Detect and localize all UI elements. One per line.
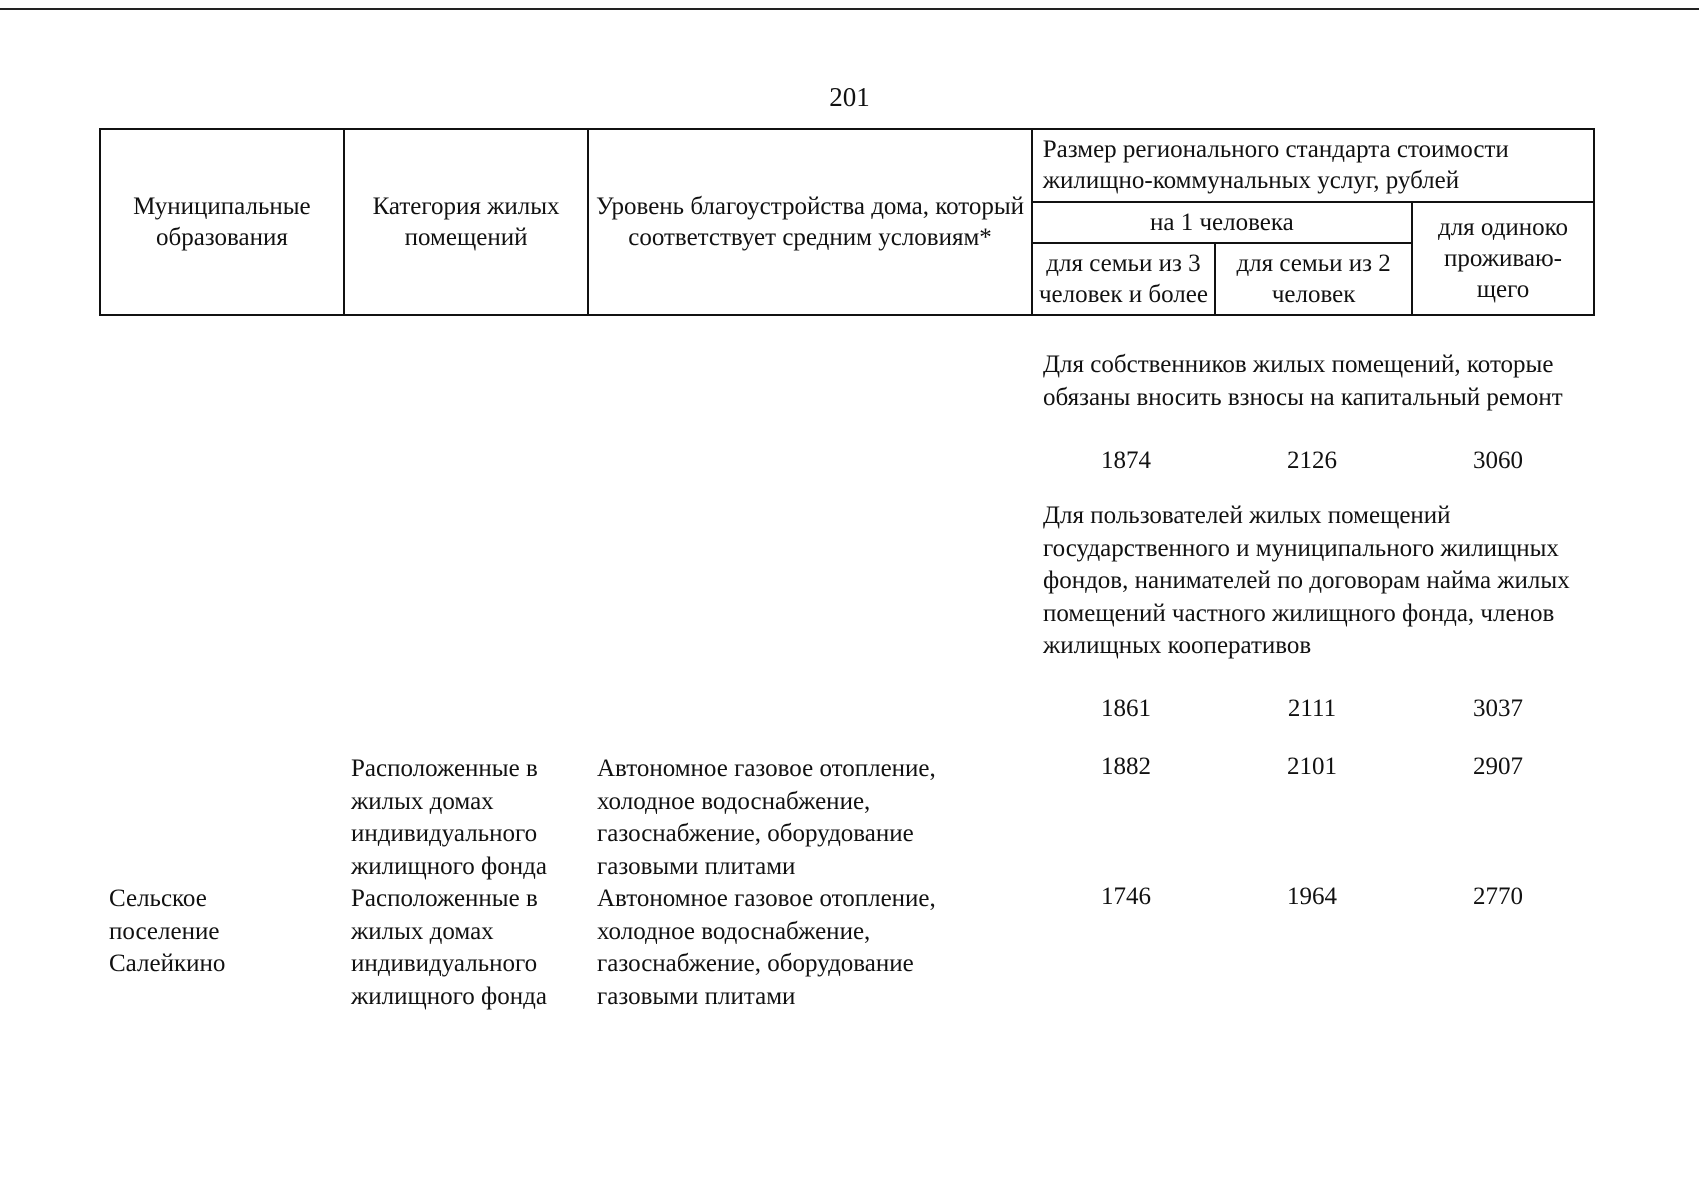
row1-amenities: Автономное газовое отопление, холодное водоснабжение, газоснабжение, оборудование газовыми плитами — [597, 755, 936, 880]
header-family2: для семьи из 2 человек — [1215, 243, 1412, 316]
row2-municipality: Сельское поселение Салейкино — [109, 885, 226, 977]
section-owners-single: 3060 — [1473, 447, 1523, 474]
section-owners-label: Для собственников жилых помещений, которые обязаны вносить взносы на капитальный ремонт — [1043, 351, 1563, 411]
row2-category: Расположенные в жилых домах индивидуального жилищного фонда — [351, 885, 547, 1010]
row2-single: 2770 — [1473, 883, 1523, 910]
header-family3: для семьи из 3 человек и более — [1032, 243, 1215, 316]
header-municipalities: Муниципальные образования — [100, 129, 344, 315]
row1-family3: 1882 — [1101, 753, 1151, 780]
row2-family2: 1964 — [1287, 883, 1337, 910]
section-users-label: Для пользователей жилых помещений государственного и муниципального жилищных фондов, нанимателей по договорам найма жилых помещений частного жилищного фонда, членов жилищных кооперативов — [1043, 502, 1570, 659]
section-users-single: 3037 — [1473, 695, 1523, 722]
row1-single: 2907 — [1473, 753, 1523, 780]
section-owners-family3: 1874 — [1101, 447, 1151, 474]
header-category: Категория жилых помещений — [344, 129, 589, 315]
row1-category: Расположенные в жилых домах индивидуального жилищного фонда — [351, 755, 547, 880]
header-standard-size: Размер регионального стандарта стоимости жилищно-коммунальных услуг, рублей — [1032, 129, 1594, 202]
row2-family3: 1746 — [1101, 883, 1151, 910]
header-single: для одиноко проживаю-щего — [1412, 202, 1594, 316]
page-number: 201 — [829, 82, 870, 112]
section-users-family3: 1861 — [1101, 695, 1151, 722]
header-per-person: на 1 человека — [1032, 202, 1412, 243]
header-table — [99, 128, 1595, 316]
page-top-rule — [0, 8, 1699, 10]
section-owners-family2: 2126 — [1287, 447, 1337, 474]
row1-family2: 2101 — [1287, 753, 1337, 780]
section-users-family2: 2111 — [1287, 695, 1337, 722]
header-amenities: Уровень благоустройства дома, который соответствует средним условиям* — [588, 129, 1031, 315]
row2-amenities: Автономное газовое отопление, холодное водоснабжение, газоснабжение, оборудование газовыми плитами — [597, 885, 936, 1010]
